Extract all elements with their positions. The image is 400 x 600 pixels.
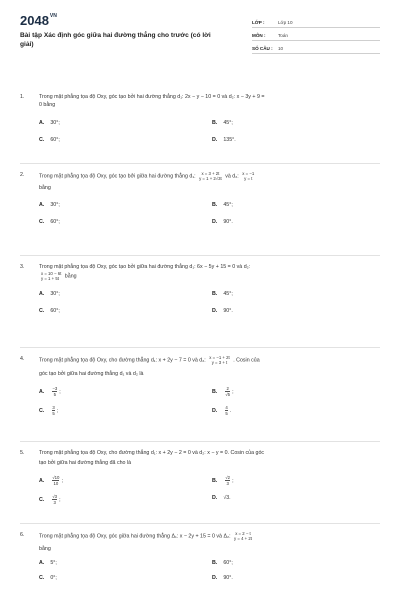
option-a[interactable]: A. 30°; <box>39 291 60 297</box>
option-d[interactable]: D. 135°. <box>212 137 236 143</box>
question-text: và d₂: <box>225 173 239 180</box>
option-a[interactable]: A. $\frac{-3}{5}$ ; <box>39 386 61 397</box>
question-number: 3. <box>20 264 25 270</box>
option-d[interactable]: D. √3. <box>212 495 231 501</box>
question-1 <box>20 93 380 146</box>
divider <box>20 523 380 524</box>
option-c[interactable]: C. $\frac{√3}{3}$ ; <box>39 494 61 505</box>
question-text: Trong mặt phẳng tọa độ Oxy, góc tạo bởi giữa hai đường thẳng d₁: 6x − 5y + 15 = 0 và d₂: <box>39 264 251 270</box>
option-b[interactable]: B. 45°; <box>212 202 233 208</box>
divider <box>20 255 380 256</box>
option-a[interactable]: A. 5°; <box>39 560 57 566</box>
divider <box>20 163 380 164</box>
question-text: Trong mặt phẳng tọa độ Oxy, cho đường thẳng d₁: x + 2y − 2 = 0 và d₂: x − y = 0. Cosin của góc <box>39 450 265 456</box>
question-6 <box>20 531 380 584</box>
meta-value: Toán <box>278 33 288 38</box>
document-title: Bài tập Xác định góc giữa hai đường thẳng cho trước (có lời giải) <box>20 32 211 48</box>
logo-text: 2048 <box>20 13 49 28</box>
option-d[interactable]: D. 90°. <box>212 308 233 314</box>
option-b[interactable]: B. 45°; <box>212 291 233 297</box>
equation-system: x = −1 y = t <box>242 171 255 181</box>
question-text: . Cosin của <box>233 357 260 364</box>
equation-system: x = 3 + 2t y = 1 + 2√3t <box>199 171 222 181</box>
meta-value: Lớp 10 <box>278 20 293 25</box>
option-c[interactable]: C. 60°; <box>39 219 60 225</box>
option-c[interactable]: C. 0°; <box>39 575 57 581</box>
meta-row-subject <box>252 29 380 41</box>
option-c[interactable]: C. $\frac{3}{5}$ ; <box>39 405 59 416</box>
question-text: tạo bởi giữa hai đường thẳng đã cho là <box>39 460 132 466</box>
meta-label: MÔN : <box>252 33 266 38</box>
meta-table <box>252 16 380 55</box>
question-number: 2. <box>20 172 25 178</box>
meta-value: 10 <box>278 46 284 51</box>
site-logo[interactable] <box>20 13 57 28</box>
option-d[interactable]: D. $\frac{4}{5}$ . <box>212 405 232 416</box>
question-number: 1. <box>20 94 25 100</box>
question-number: 5. <box>20 450 25 456</box>
option-c[interactable]: C. 60°; <box>39 137 60 143</box>
option-a[interactable]: A. $\frac{√10}{10}$ ; <box>39 475 63 486</box>
question-3 <box>20 263 380 317</box>
question-text: Trong mặt phẳng tọa độ Oxy, cho đường thẳng d₁: x + 2y − 7 = 0 và d₂: <box>39 357 206 364</box>
meta-label: LỚP : <box>252 20 265 25</box>
option-b[interactable]: B. 60°; <box>212 560 233 566</box>
question-text: bằng <box>39 185 51 191</box>
equation-system: x = −1 + 2t y = 3 + t <box>209 355 230 365</box>
question-5 <box>20 449 380 504</box>
equation-system: x = 2 − t y = 4 + 2t <box>234 531 252 541</box>
meta-row-count <box>252 42 380 54</box>
divider <box>20 441 380 442</box>
question-2 <box>20 171 380 228</box>
logo-suffix: VN <box>49 13 57 19</box>
question-number: 6. <box>20 532 25 538</box>
option-b[interactable]: B. 45°; <box>212 120 233 126</box>
option-b[interactable]: B. $\frac{2}{√5}$ ; <box>212 386 234 397</box>
option-a[interactable]: A. 30°; <box>39 120 60 126</box>
question-4 <box>20 355 380 415</box>
equation-system: x = 10 − 6t y = 1 + 5t <box>41 271 62 281</box>
question-text: bằng <box>64 273 77 280</box>
question-text: Trong mặt phẳng tọa độ Oxy, góc giữa hai đường thẳng Δ₁: x − 2y + 15 = 0 và Δ₂: <box>39 533 231 540</box>
option-b[interactable]: B. $\frac{√2}{3}$ ; <box>212 475 234 486</box>
option-d[interactable]: D. 90°. <box>212 575 233 581</box>
meta-row-class <box>252 16 380 28</box>
question-text: bằng <box>39 546 51 552</box>
question-text: 0 bằng <box>39 102 56 108</box>
question-text: góc tạo bởi giữa hai đường thẳng d₁ và d₂ là <box>39 371 144 377</box>
option-c[interactable]: C. 60°; <box>39 308 60 314</box>
question-number: 4. <box>20 356 25 362</box>
question-text: Trong mặt phẳng tọa độ Oxy, góc tạo bởi hai đường thẳng d₁: 2x − y − 10 = 0 và d₂: x − 3y + 9 = <box>39 94 265 100</box>
divider <box>20 347 380 348</box>
option-d[interactable]: D. 90°. <box>212 219 233 225</box>
question-text: Trong mặt phẳng tọa độ Oxy, góc tạo bởi giữa hai đường thẳng d₁: <box>39 173 196 180</box>
meta-label: SỐ CÂU : <box>252 46 273 51</box>
option-a[interactable]: A. 30°; <box>39 202 60 208</box>
